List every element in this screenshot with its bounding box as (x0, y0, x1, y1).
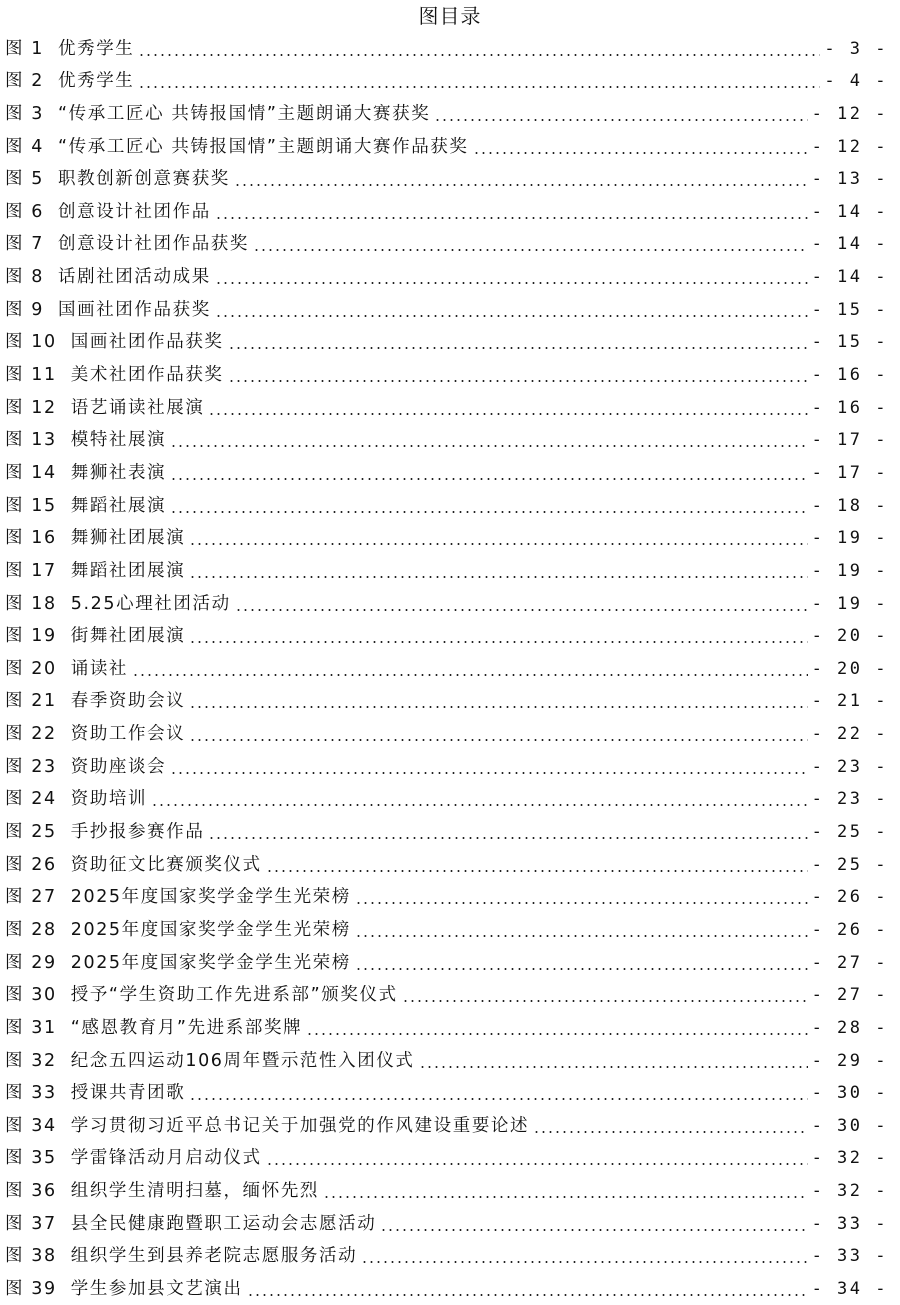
page-number: - 22 - (811, 724, 888, 745)
dot-leader (419, 1066, 808, 1068)
figure-title: 优秀学生 (58, 38, 135, 59)
page-number: - 15 - (811, 332, 888, 353)
figure-title: 5.25心理社团活动 (70, 593, 231, 614)
figure-label: 图 33 (5, 1083, 57, 1104)
figure-title: 语艺诵读社展演 (70, 397, 205, 418)
figure-label: 图 27 (5, 887, 57, 908)
figure-title: 2025年度国家奖学金学生光荣榜 (70, 887, 351, 908)
page-number: - 19 - (811, 593, 888, 614)
toc-entry[interactable] (5, 1140, 888, 1173)
figure-title: 舞蹈社展演 (70, 495, 167, 516)
figure-title: 学习贯彻习近平总书记关于加强党的作风建设重要论述 (70, 1115, 530, 1136)
dot-leader (355, 902, 808, 904)
figure-title: 授予“学生资助工作先进系部”颁奖仪式 (70, 985, 398, 1006)
figure-label: 图 38 (5, 1246, 57, 1267)
page-number: - 30 - (811, 1083, 888, 1104)
figure-label: 图 20 (5, 658, 57, 679)
toc-entry[interactable] (5, 422, 888, 455)
toc-entry[interactable] (5, 389, 888, 422)
figure-label: 图 31 (5, 1017, 57, 1038)
toc-entry[interactable] (5, 1205, 888, 1238)
dot-leader (380, 1229, 807, 1231)
toc-entry[interactable] (5, 291, 888, 324)
figure-title: 舞蹈社团展演 (70, 560, 186, 581)
toc-entry[interactable] (5, 324, 888, 357)
figure-label: 图 18 (5, 593, 57, 614)
page-number: - 20 - (811, 626, 888, 647)
toc-entry[interactable] (5, 128, 888, 161)
page-number: - 12 - (811, 136, 888, 157)
dot-leader (361, 1261, 807, 1263)
figure-label: 图 16 (5, 528, 57, 549)
toc-entry[interactable] (5, 258, 888, 291)
page-number: - 30 - (811, 1115, 888, 1136)
dot-leader (189, 1098, 807, 1100)
toc-entry[interactable] (5, 1172, 888, 1205)
figure-title: 资助培训 (70, 789, 148, 810)
toc-entry[interactable] (5, 1075, 888, 1108)
page-number: - 21 - (811, 691, 888, 712)
page-number: - 25 - (811, 854, 888, 875)
figure-label: 图 6 (5, 201, 44, 222)
figure-title: 街舞社团展演 (70, 626, 186, 647)
figure-title: 舞狮社表演 (70, 462, 167, 483)
page-number: - 18 - (811, 495, 888, 516)
dot-leader (189, 576, 807, 578)
toc-entry[interactable] (5, 552, 888, 585)
page-number: - 32 - (811, 1148, 888, 1169)
toc-entry[interactable] (5, 911, 888, 944)
page-number: - 3 - (824, 38, 888, 59)
figure-title: 职教创新创意赛获奖 (58, 169, 230, 190)
page-number: - 23 - (811, 789, 888, 810)
toc-entry[interactable] (5, 193, 888, 226)
figure-label: 图 24 (5, 789, 57, 810)
figure-title: “感恩教育月”先进系部奖牌 (70, 1017, 303, 1038)
figure-label: 图 23 (5, 756, 57, 777)
page-number: - 14 - (811, 201, 888, 222)
figure-title: “传承工匠心 共铸报国情”主题朗诵大赛作品获奖 (58, 136, 469, 157)
figure-label: 图 7 (5, 234, 44, 255)
dot-leader (266, 1163, 808, 1165)
page-number: - 4 - (824, 71, 888, 92)
dot-leader (247, 1294, 808, 1296)
figure-label: 图 19 (5, 626, 57, 647)
figure-label: 图 36 (5, 1181, 57, 1202)
toc-entry[interactable] (5, 1009, 888, 1042)
toc-entry[interactable] (5, 95, 888, 128)
page-number: - 34 - (811, 1278, 888, 1299)
page-number: - 26 - (811, 887, 888, 908)
figure-title: 学生参加县文艺演出 (70, 1278, 243, 1299)
page-number: - 12 - (811, 103, 888, 124)
page-number: - 14 - (811, 234, 888, 255)
figure-label: 图 37 (5, 1213, 57, 1234)
dot-leader (228, 380, 808, 382)
dot-leader (132, 674, 808, 676)
dot-leader (138, 54, 820, 56)
page-number: - 14 - (811, 267, 888, 288)
figure-label: 图 17 (5, 560, 57, 581)
page-number: - 28 - (811, 1017, 888, 1038)
figure-label: 图 22 (5, 724, 57, 745)
figure-label: 图 11 (5, 365, 57, 386)
figure-label: 图 4 (5, 136, 44, 157)
figure-title: 美术社团作品获奖 (70, 365, 224, 386)
figure-title: 手抄报参赛作品 (70, 822, 205, 843)
toc-entry[interactable] (5, 618, 888, 651)
page-number: - 17 - (811, 430, 888, 451)
dot-leader (170, 445, 807, 447)
page-number: - 27 - (811, 985, 888, 1006)
figure-label: 图 34 (5, 1115, 57, 1136)
dot-leader (266, 870, 808, 872)
dot-leader (170, 511, 807, 513)
figure-toc-list (5, 30, 888, 1303)
figure-label: 图 3 (5, 103, 44, 124)
toc-entry[interactable] (5, 1042, 888, 1075)
page-number: - 33 - (811, 1246, 888, 1267)
figure-label: 图 13 (5, 430, 57, 451)
dot-leader (323, 1196, 808, 1198)
figure-title: 创意设计社团作品获奖 (58, 234, 249, 255)
figure-title: 县全民健康跑暨职工运动会志愿活动 (70, 1213, 377, 1234)
figure-label: 图 9 (5, 299, 44, 320)
figure-title: 春季资助会议 (70, 691, 186, 712)
dot-leader (434, 119, 807, 121)
dot-leader (253, 249, 808, 251)
toc-entry[interactable] (5, 454, 888, 487)
figure-label: 图 35 (5, 1148, 57, 1169)
dot-leader (151, 804, 807, 806)
toc-entry[interactable] (5, 781, 888, 814)
dot-leader (234, 184, 808, 186)
figure-label: 图 28 (5, 919, 57, 940)
dot-leader (402, 1000, 808, 1002)
figure-label: 图 8 (5, 267, 44, 288)
figure-title: 组织学生到县养老院志愿服务活动 (70, 1246, 358, 1267)
figure-label: 图 15 (5, 495, 57, 516)
dot-leader (355, 968, 808, 970)
dot-leader (189, 739, 807, 741)
figure-label: 图 5 (5, 169, 44, 190)
toc-entry[interactable] (5, 683, 888, 716)
figure-title: 优秀学生 (58, 71, 135, 92)
page-number: - 15 - (811, 299, 888, 320)
figure-label: 图 25 (5, 822, 57, 843)
figure-title: 资助座谈会 (70, 756, 167, 777)
toc-entry[interactable] (5, 161, 888, 194)
toc-entry[interactable] (5, 748, 888, 781)
page-number: - 33 - (811, 1213, 888, 1234)
page-number: - 17 - (811, 462, 888, 483)
toc-entry[interactable] (5, 520, 888, 553)
toc-entry[interactable] (5, 1270, 888, 1303)
figure-title: 舞狮社团展演 (70, 528, 186, 549)
dot-leader (355, 935, 808, 937)
figure-label: 图 30 (5, 985, 57, 1006)
figure-title: 纪念五四运动106周年暨示范性入团仪式 (70, 1050, 415, 1071)
figure-label: 图 32 (5, 1050, 57, 1071)
figure-title: 创意设计社团作品 (58, 201, 211, 222)
figure-label: 图 26 (5, 854, 57, 875)
page-number: - 19 - (811, 528, 888, 549)
toc-entry[interactable] (5, 1238, 888, 1271)
figure-title: 学雷锋活动月启动仪式 (70, 1148, 262, 1169)
toc-entry[interactable] (5, 650, 888, 683)
dot-leader (215, 217, 808, 219)
page-number: - 20 - (811, 658, 888, 679)
dot-leader (208, 413, 807, 415)
page-number: - 29 - (811, 1050, 888, 1071)
toc-entry[interactable] (5, 356, 888, 389)
toc-entry[interactable] (5, 1107, 888, 1140)
figure-label: 图 29 (5, 952, 57, 973)
dot-leader (306, 1033, 807, 1035)
figure-label: 图 21 (5, 691, 57, 712)
page-number: - 26 - (811, 919, 888, 940)
dot-leader (189, 543, 807, 545)
dot-leader (235, 609, 808, 611)
dot-leader (189, 641, 807, 643)
figure-title: 话剧社团活动成果 (58, 267, 211, 288)
figure-title: 国画社团作品获奖 (58, 299, 211, 320)
page-number: - 23 - (811, 756, 888, 777)
dot-leader (215, 315, 808, 317)
figure-label: 图 14 (5, 462, 57, 483)
page-number: - 32 - (811, 1181, 888, 1202)
figure-label: 图 12 (5, 397, 57, 418)
dot-leader (208, 837, 807, 839)
dot-leader (473, 152, 808, 154)
figure-title: 诵读社 (70, 658, 129, 679)
dot-leader (215, 282, 808, 284)
figure-label: 图 10 (5, 332, 57, 353)
page-number: - 13 - (811, 169, 888, 190)
dot-leader (170, 772, 807, 774)
page-number: - 16 - (811, 365, 888, 386)
dot-leader (189, 706, 807, 708)
figure-title: 授课共青团歌 (70, 1083, 186, 1104)
figure-label: 图 2 (5, 71, 44, 92)
figure-title: 资助工作会议 (70, 724, 186, 745)
toc-entry[interactable] (5, 487, 888, 520)
figure-title: “传承工匠心 共铸报国情”主题朗诵大赛获奖 (58, 103, 431, 124)
toc-entry[interactable] (5, 585, 888, 618)
figure-title: 2025年度国家奖学金学生光荣榜 (70, 952, 351, 973)
dot-leader (138, 86, 820, 88)
dot-leader (228, 347, 808, 349)
page-number: - 27 - (811, 952, 888, 973)
figure-label: 图 1 (5, 38, 44, 59)
figure-title: 国画社团作品获奖 (70, 332, 224, 353)
figure-title: 组织学生清明扫墓，缅怀先烈 (70, 1181, 320, 1202)
toc-entry[interactable] (5, 846, 888, 879)
figure-title: 资助征文比赛颁奖仪式 (70, 854, 262, 875)
dot-leader (170, 478, 807, 480)
toc-entry[interactable] (5, 715, 888, 748)
toc-entry[interactable] (5, 813, 888, 846)
toc-entry[interactable] (5, 977, 888, 1010)
figure-title: 2025年度国家奖学金学生光荣榜 (70, 919, 351, 940)
toc-entry[interactable] (5, 944, 888, 977)
page-number: - 19 - (811, 560, 888, 581)
page-title: 图目录 (418, 4, 482, 28)
toc-entry[interactable] (5, 226, 888, 259)
toc-entry[interactable] (5, 879, 888, 912)
page-number: - 16 - (811, 397, 888, 418)
figure-label: 图 39 (5, 1278, 57, 1299)
page-number: - 25 - (811, 822, 888, 843)
dot-leader (533, 1131, 807, 1133)
toc-entry[interactable] (5, 30, 888, 63)
toc-entry[interactable] (5, 63, 888, 96)
figure-title: 模特社展演 (70, 430, 167, 451)
